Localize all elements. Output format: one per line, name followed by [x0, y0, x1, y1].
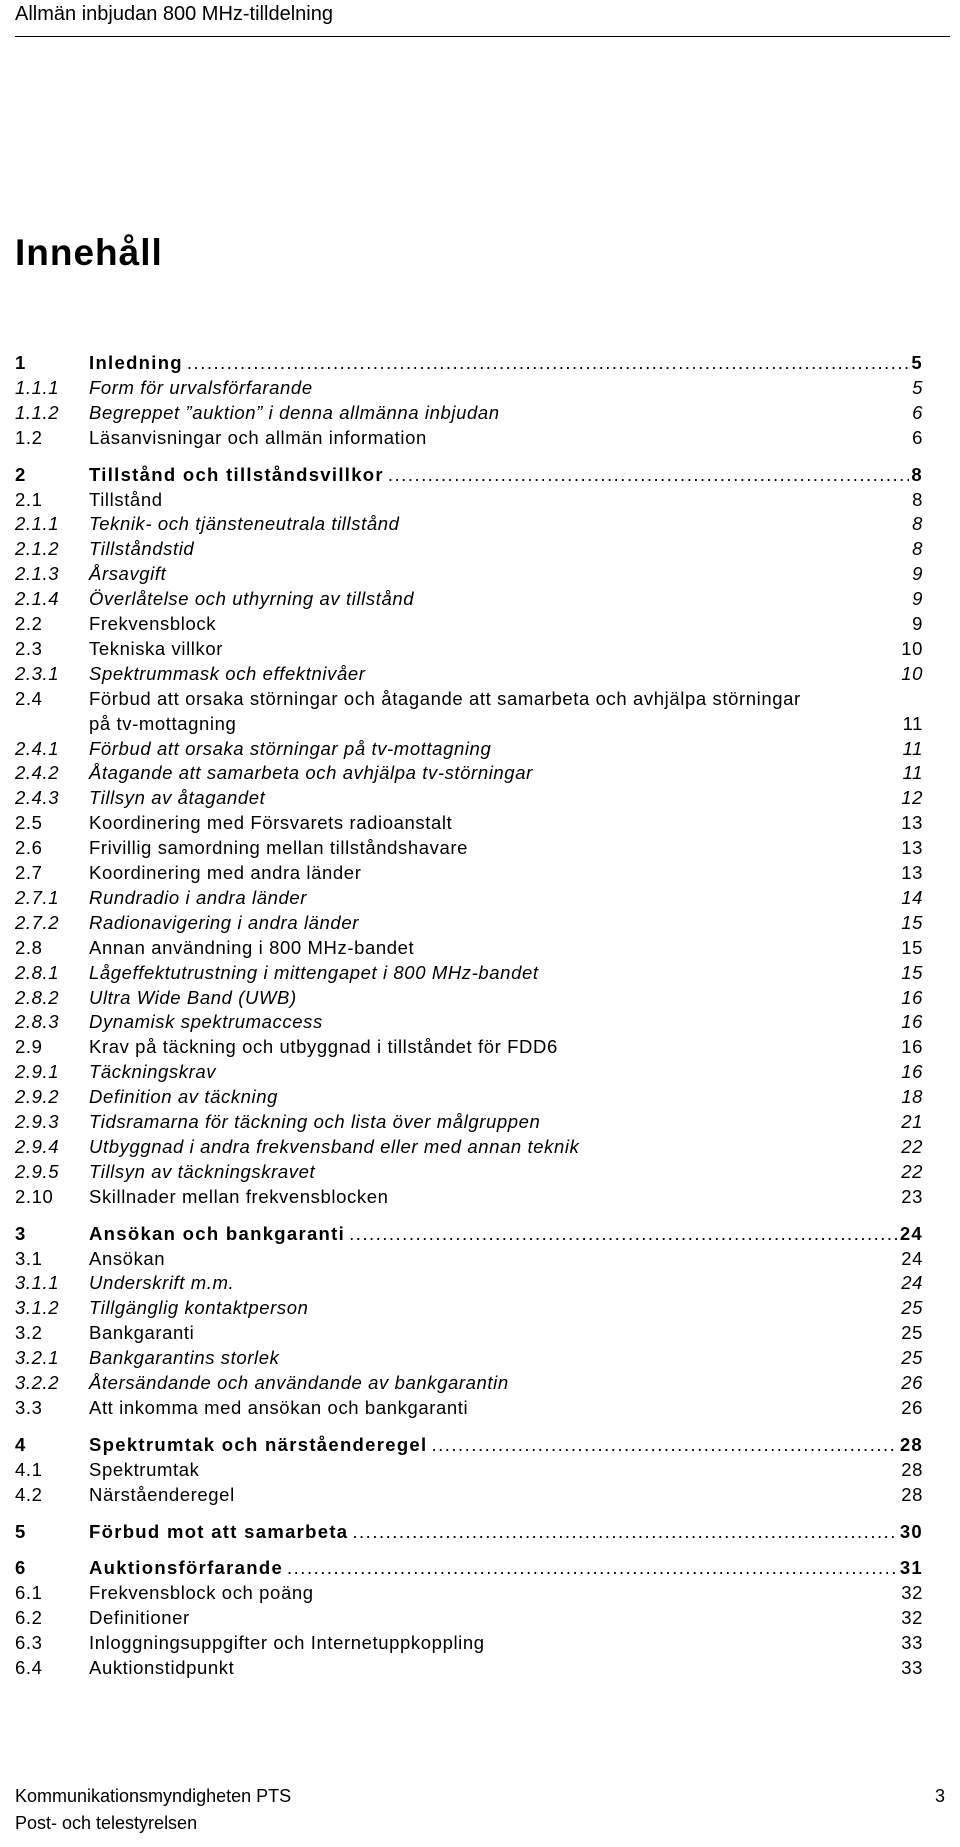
toc-entry-title: Frekvensblock [89, 613, 217, 634]
toc-entry[interactable] [15, 960, 923, 985]
toc-dot-leader [431, 1432, 897, 1457]
toc-entry-number: 2.7.1 [15, 886, 60, 908]
toc-entry-number: 1.2 [15, 426, 43, 448]
toc-entry-number: 5 [15, 1520, 27, 1542]
toc-entry-page: 24 [901, 1272, 923, 1294]
toc-entry-page: 30 [899, 1520, 923, 1542]
toc-entry-title: Inledning [89, 352, 183, 373]
toc-entry[interactable] [15, 1159, 923, 1184]
footer-organization: Kommunikationsmyndigheten PTS [15, 1786, 292, 1806]
toc-entry-number: 2.3.1 [15, 662, 60, 684]
toc-entry-page: 11 [902, 737, 923, 759]
toc-entry[interactable] [15, 536, 923, 561]
toc-entry-title: Dynamisk spektrumaccess [89, 1011, 323, 1033]
toc-entry[interactable] [15, 1580, 923, 1605]
toc-entry-title: Skillnader mellan frekvensblocken [89, 1185, 389, 1207]
toc-entry-page: 5 [912, 376, 923, 398]
toc-entry-page: 22 [901, 1135, 923, 1157]
toc-entry-number: 6.3 [15, 1632, 43, 1654]
toc-entry[interactable] [15, 586, 923, 611]
toc-entry-title: Tillstånd och tillståndsvillkor [89, 463, 384, 485]
toc-entry-page: 25 [901, 1322, 923, 1344]
toc-entry[interactable] [15, 1482, 923, 1507]
toc-entry[interactable] [15, 760, 923, 785]
toc-entry-page: 15 [901, 961, 923, 983]
toc-entry-title: Täckningskrav [89, 1061, 217, 1083]
toc-entry[interactable] [15, 1134, 923, 1159]
toc-entry[interactable] [15, 661, 923, 686]
toc-entry-title: Definitioner [89, 1607, 190, 1629]
toc-entry-page: 16 [901, 1061, 923, 1083]
toc-entry-title: Tillståndstid [89, 538, 195, 560]
toc-entry-number: 2.8.1 [15, 961, 60, 983]
toc-entry-title: Tekniska villkor [89, 637, 223, 659]
toc-entry-number: 6 [15, 1557, 27, 1579]
toc-entry-number: 2.10 [15, 1185, 54, 1207]
toc-entry[interactable] [15, 1270, 923, 1295]
toc-entry[interactable] [15, 835, 923, 860]
toc-entry-number: 4.1 [15, 1458, 43, 1480]
toc-entry-number: 2.4.1 [15, 737, 60, 759]
toc-entry-page: 24 [901, 1247, 923, 1269]
toc-entry-page: 28 [901, 1483, 923, 1505]
toc-entry-number: 2.1.1 [15, 513, 60, 535]
toc-entry-title: Ansökan [89, 1247, 166, 1269]
toc-entry[interactable] [15, 1059, 923, 1084]
toc-entry-page: 32 [901, 1607, 923, 1629]
toc-entry-number: 3.1 [15, 1247, 43, 1269]
toc-entry-number: 2.9.5 [15, 1160, 60, 1182]
toc-entry-title: Frekvensblock och poäng [89, 1582, 314, 1604]
toc-entry-number: 2.9.2 [15, 1086, 60, 1108]
toc-entry-title: Teknik- och tjänsteneutrala tillstånd [89, 513, 400, 535]
toc-entry-page: 22 [901, 1160, 923, 1182]
toc-entry-title: Ansökan och bankgaranti [89, 1222, 346, 1244]
toc-entry-title: Inloggningsuppgifter och Internetuppkoppling [89, 1632, 485, 1654]
toc-entry-number: 2.9.1 [15, 1061, 60, 1083]
toc-entry-page: 26 [901, 1396, 923, 1418]
toc-entry-title: Auktionstidpunkt [89, 1657, 235, 1678]
toc-entry-title: Tillgänglig kontaktperson [89, 1297, 309, 1319]
toc-entry-title: Bankgaranti [89, 1322, 195, 1344]
toc-dot-leader [349, 1221, 898, 1246]
toc-entry-title: Tillsyn av täckningskravet [89, 1160, 316, 1182]
toc-entry-title: Tidsramarna för täckning och lista över målgruppen [89, 1111, 541, 1132]
toc-entry-number: 2.5 [15, 812, 43, 834]
toc-entry-number: 4 [15, 1433, 27, 1455]
toc-entry-page: 23 [901, 1185, 923, 1207]
toc-entry-number: 1.1.1 [15, 376, 60, 398]
toc-entry-title: Tillsyn av åtagandet [89, 787, 266, 809]
toc-entry-title: Ultra Wide Band (UWB) [89, 986, 297, 1008]
toc-entry[interactable] [15, 611, 923, 636]
toc-entry-page: 11 [902, 762, 923, 784]
toc-entry-page: 9 [912, 563, 923, 585]
toc-entry-number: 2.1.4 [15, 588, 60, 610]
toc-entry-number: 1 [15, 352, 27, 373]
toc-entry[interactable] [15, 1246, 923, 1271]
toc-entry-title: Förbud att orsaka störningar på tv-mottagning [89, 737, 492, 759]
toc-entry[interactable] [15, 1009, 923, 1034]
toc-entry-number: 2.9.3 [15, 1111, 60, 1132]
toc-entry-page: 33 [901, 1632, 923, 1654]
toc-entry-page: 26 [901, 1372, 923, 1393]
toc-entry-number: 2.9 [15, 1036, 43, 1058]
toc-dot-leader [352, 1519, 897, 1544]
toc-entry-title: Underskrift m.m. [89, 1272, 235, 1294]
toc-entry[interactable] [15, 1630, 923, 1655]
toc-entry[interactable] [15, 1605, 923, 1630]
toc-entry[interactable] [15, 1457, 923, 1482]
toc-entry-page: 16 [901, 986, 923, 1008]
toc-entry[interactable] [15, 736, 923, 761]
toc-entry-page: 8 [912, 513, 923, 535]
toc-entry[interactable] [15, 1395, 923, 1420]
toc-entry-number: 6.2 [15, 1607, 43, 1629]
toc-entry[interactable] [15, 1655, 923, 1680]
toc-entry-title: Koordinering med andra länder [89, 862, 362, 883]
toc-entry-page: 15 [901, 911, 923, 933]
toc-entry[interactable] [15, 1320, 923, 1345]
toc-entry-title: Att inkomma med ansökan och bankgaranti [89, 1396, 469, 1418]
toc-entry-page: 25 [901, 1297, 923, 1319]
toc-entry-number: 2.1 [15, 488, 43, 510]
toc-entry-number: 2.4.3 [15, 787, 60, 809]
toc-entry[interactable] [15, 1109, 923, 1134]
toc-entry-number: 1.1.2 [15, 401, 60, 423]
toc-entry-page: 10 [901, 662, 923, 684]
toc-chapter-entry[interactable] [15, 350, 923, 375]
toc-entry-number: 2.6 [15, 837, 43, 859]
toc-entry-number: 6.4 [15, 1657, 43, 1678]
toc-entry[interactable] [15, 636, 923, 661]
toc-entry-number: 2.1.2 [15, 538, 60, 560]
toc-entry-page: 8 [911, 463, 923, 485]
toc-entry[interactable] [15, 785, 923, 810]
toc-entry-number: 2.8.3 [15, 1011, 60, 1033]
toc-entry-page: 28 [899, 1433, 923, 1455]
toc-dot-leader [287, 1555, 898, 1580]
toc-entry[interactable] [15, 910, 923, 935]
toc-dot-leader [187, 350, 909, 375]
toc-entry-page: 11 [902, 712, 923, 734]
toc-entry-title: Årsavgift [89, 563, 167, 585]
toc-chapter-entry[interactable] [15, 462, 923, 487]
toc-entry-number: 2.8.2 [15, 986, 60, 1008]
toc-entry-title: Läsanvisningar och allmän information [89, 426, 427, 448]
toc-entry-title: Begreppet ”auktion” i denna allmänna inbjudan [89, 401, 500, 423]
toc-entry-page: 12 [901, 787, 923, 809]
toc-entry[interactable] [15, 810, 923, 835]
toc-entry-title: Närståenderegel [89, 1483, 235, 1505]
toc-entry[interactable] [15, 561, 923, 586]
toc-entry[interactable] [15, 885, 923, 910]
toc-entry-title-continuation: på tv-mottagning [89, 712, 237, 734]
toc-dot-leader [388, 462, 910, 487]
toc-entry-number: 3.1.1 [15, 1272, 60, 1294]
toc-entry-title: Förbud att orsaka störningar och åtagande att samarbeta och avhjälpa störningar [89, 687, 801, 709]
toc-entry[interactable] [15, 1034, 923, 1059]
toc-entry-title: Frivillig samordning mellan tillståndshavare [89, 837, 469, 859]
toc-entry-title: Koordinering med Försvarets radioanstalt [89, 812, 453, 834]
toc-chapter-entry[interactable] [15, 1519, 923, 1544]
toc-entry-page: 14 [901, 886, 923, 908]
toc-entry[interactable] [15, 686, 923, 736]
toc-entry-title: Lågeffektutrustning i mittengapet i 800 MHz-bandet [89, 961, 539, 983]
toc-entry[interactable] [15, 1184, 923, 1209]
toc-entry-page: 9 [912, 588, 923, 610]
toc-entry-page: 8 [912, 538, 923, 560]
toc-entry-page: 13 [901, 837, 923, 859]
toc-entry-number: 3.3 [15, 1396, 43, 1418]
toc-entry-number: 2.9.4 [15, 1135, 60, 1157]
footer-page-number: 3 [934, 1786, 945, 1806]
toc-entry-page: 9 [912, 613, 923, 634]
toc-entry-page: 24 [899, 1222, 923, 1244]
running-header: Allmän inbjudan 800 MHz-tilldelning [15, 3, 333, 25]
toc-entry-page: 6 [912, 426, 923, 448]
toc-entry-title: Bankgarantins storlek [89, 1347, 280, 1369]
toc-chapter-entry[interactable] [15, 1555, 923, 1580]
toc-entry-title: Utbyggnad i andra frekvensband eller med annan teknik [89, 1135, 580, 1157]
toc-entry-title: Spektrumtak [89, 1458, 200, 1480]
toc-entry[interactable] [15, 511, 923, 536]
toc-entry-number: 2.2 [15, 613, 43, 634]
toc-entry[interactable] [15, 1370, 923, 1395]
toc-entry[interactable] [15, 400, 923, 425]
toc-entry[interactable] [15, 1084, 923, 1109]
toc-entry-number: 2 [15, 463, 27, 485]
toc-entry-title: Auktionsförfarande [89, 1557, 284, 1579]
toc-entry[interactable] [15, 985, 923, 1010]
toc-entry-number: 2.7 [15, 862, 43, 883]
toc-entry-page: 6 [912, 401, 923, 423]
toc-entry-number: 2.8 [15, 936, 43, 958]
toc-entry-page: 31 [899, 1557, 923, 1579]
header-rule [15, 36, 950, 37]
toc-entry[interactable] [15, 935, 923, 960]
toc-entry-number: 2.7.2 [15, 911, 60, 933]
toc-entry-title: Åtagande att samarbeta och avhjälpa tv-störningar [89, 762, 533, 784]
toc-entry-number: 3.2.1 [15, 1347, 60, 1369]
toc-entry-number: 3.2.2 [15, 1372, 60, 1393]
toc-entry[interactable] [15, 375, 923, 400]
toc-entry-title: Krav på täckning och utbyggnad i tillståndet för FDD6 [89, 1036, 558, 1058]
toc-entry-page: 10 [901, 637, 923, 659]
toc-entry[interactable] [15, 1295, 923, 1320]
toc-entry-title: Återsändande och användande av bankgarantin [89, 1372, 509, 1393]
toc-chapter-entry[interactable] [15, 1432, 923, 1457]
toc-entry-page: 13 [901, 862, 923, 883]
toc-entry-number: 2.4.2 [15, 762, 60, 784]
toc-entry[interactable] [15, 1345, 923, 1370]
toc-entry-number: 3 [15, 1222, 27, 1244]
toc-entry-number: 2.1.3 [15, 563, 60, 585]
toc-entry-page: 13 [901, 812, 923, 834]
toc-entry-page: 16 [901, 1036, 923, 1058]
toc-entry-title: Tillstånd [89, 488, 163, 510]
toc-entry-title: Annan användning i 800 MHz-bandet [89, 936, 415, 958]
toc-entry-title: Form för urvalsförfarande [89, 376, 313, 398]
toc-entry-title: Förbud mot att samarbeta [89, 1520, 349, 1542]
toc-title: Innehåll [15, 232, 163, 273]
toc-entry[interactable] [15, 425, 923, 450]
toc-entry-page: 28 [901, 1458, 923, 1480]
footer-organization-2: Post- och telestyrelsen [15, 1813, 198, 1833]
toc-entry[interactable] [15, 487, 923, 512]
toc-entry-page: 8 [912, 488, 923, 510]
toc-entry-page: 25 [901, 1347, 923, 1369]
toc-entry-number: 2.4 [15, 687, 43, 709]
toc-entry-page: 16 [901, 1011, 923, 1033]
toc-entry-title: Spektrumtak och närståenderegel [89, 1433, 428, 1455]
toc-entry-title: Överlåtelse och uthyrning av tillstånd [89, 588, 415, 610]
toc-entry-title: Radionavigering i andra länder [89, 911, 359, 933]
toc-entry-title: Rundradio i andra länder [89, 886, 308, 908]
toc-entry-page: 32 [901, 1582, 923, 1604]
toc-entry-page: 21 [901, 1111, 923, 1132]
toc-entry-number: 4.2 [15, 1483, 43, 1505]
toc-entry[interactable] [15, 860, 923, 885]
toc-entry-number: 6.1 [15, 1582, 43, 1604]
toc-entry-title: Spektrummask och effektnivåer [89, 662, 366, 684]
toc-entry-page: 5 [911, 352, 923, 373]
toc-entry-page: 15 [901, 936, 923, 958]
toc-entry-number: 3.1.2 [15, 1297, 60, 1319]
toc-entry-number: 3.2 [15, 1322, 43, 1344]
toc-entry-title: Definition av täckning [89, 1086, 279, 1108]
toc-entry-page: 33 [901, 1657, 923, 1678]
toc-entry-number: 2.3 [15, 637, 43, 659]
toc-entry-page: 18 [901, 1086, 923, 1108]
toc-chapter-entry[interactable] [15, 1221, 923, 1246]
